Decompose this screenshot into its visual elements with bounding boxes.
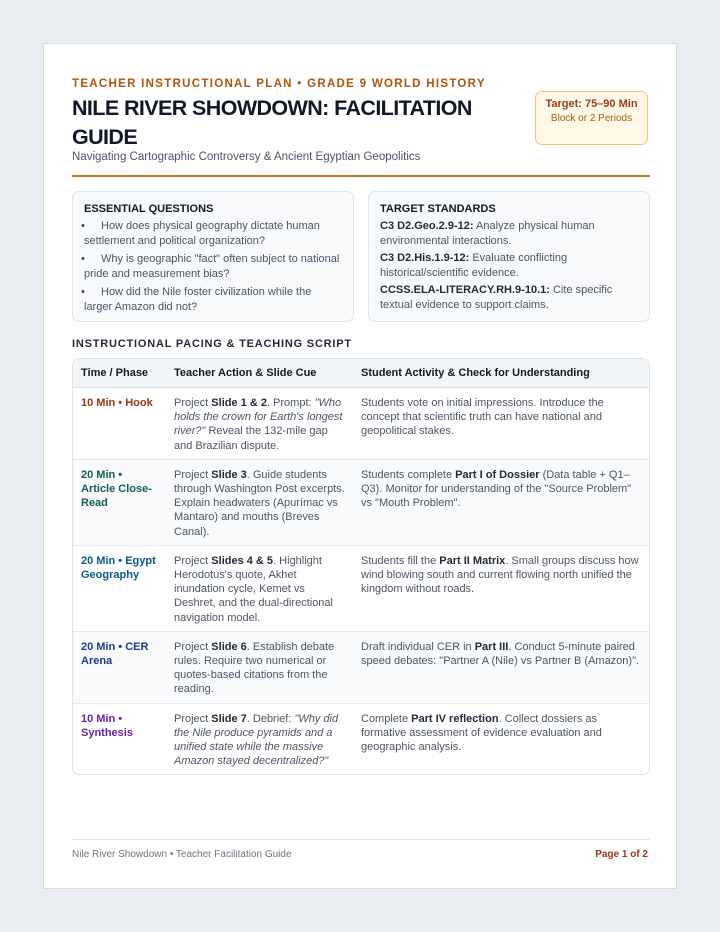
standard-text: Evaluate conflicting historical/scientific evidence. [380,252,568,279]
teacher-action-cell: Project Slide 7. Debrief: "Why did the Nile produce pyramids and a unified state while the massive Amazon stayed decentralized?" [174,712,339,768]
table-row [73,459,649,545]
student-activity-cell: Draft individual CER in Part III. Conduct 5-minute paired speed debates: "Partner A (Nile) vs Partner B (Amazon)". [353,631,649,703]
standard-item [380,219,637,249]
list-item [81,285,341,315]
bullet-icon: • [81,253,85,265]
standard-code: C3 D2.Geo.2.9-12: [380,220,474,232]
list-item [81,252,341,282]
column-header-phase: Time / Phase [73,359,166,388]
footer-page-number: Page 1 of 2 [595,849,648,860]
table-row [73,545,649,631]
list-item [81,219,341,249]
table-row [73,631,649,703]
document-kicker: TEACHER INSTRUCTIONAL PLAN • GRADE 9 WORLD HISTORY [72,78,486,90]
essential-questions-list [81,219,341,315]
table-row [73,703,649,774]
bullet-icon: • [81,286,85,298]
header-divider [72,175,650,177]
target-duration: Target: 75–90 Min [545,98,638,110]
phase-cell: 20 Min • Egypt Geography [73,545,166,631]
phase-cell: 20 Min • CER Arena [73,631,166,703]
column-header-student: Student Activity & Check for Understanding [353,359,649,388]
phase-cell: 20 Min • Article Close-Read [73,459,166,545]
question-text: How did the Nile foster civilization while the larger Amazon did not? [84,286,312,313]
standard-text: Cite specific textual evidence to support claims. [380,284,613,311]
essential-questions-heading: ESSENTIAL QUESTIONS [84,203,214,215]
teacher-action-cell: Project Slide 3. Guide students through Washington Post excerpts. Explain headwaters (Apurímac vs Mantaro) and mouths (Breves Canal). [166,459,353,545]
table-row [73,388,649,460]
phase-cell: 10 Min • Synthesis [81,712,133,739]
target-format: Block or 2 Periods [550,113,633,124]
column-header-teacher: Teacher Action & Slide Cue [166,359,353,388]
student-activity-cell: Students complete Part I of Dossier (Data table + Q1–Q3). Monitor for understanding of the "Source Problem" vs "Mouth Problem". [353,459,649,545]
standard-text: Analyze physical human environmental interactions. [380,220,595,247]
phase-cell: 10 Min • Hook [73,388,166,460]
standard-code: CCSS.ELA-LITERACY.RH.9-10.1: [380,284,550,296]
document-page [43,43,677,889]
document-subtitle: Navigating Cartographic Controversy & Ancient Egyptian Geopolitics [72,151,421,163]
footer-divider [72,839,650,840]
question-text: Why is geographic "fact" often subject to national pride and measurement bias? [84,253,340,280]
teacher-action-cell: Project Slide 1 & 2. Prompt: "Who holds the crown for Earth's longest river?" Reveal the 132-mile gap and Brazilian dispute. [166,388,353,460]
question-text: How does physical geography dictate human settlement and political organization? [84,220,320,247]
target-standards-heading: TARGET STANDARDS [380,203,496,215]
target-standards-box [368,191,650,322]
teacher-action-cell: Project Slide 6. Establish debate rules. Require two numerical or quotes-based citations from the reading. [166,631,353,703]
essential-questions-box [72,191,354,322]
target-duration-badge [535,91,648,145]
pacing-table [72,358,650,775]
teacher-action-cell: Project Slides 4 & 5. Highlight Herodotus's quote, Akhet inundation cycle, Kemet vs Deshret, and the dual-directional navigation model. [166,545,353,631]
footer-document-name: Nile River Showdown • Teacher Facilitation Guide [72,849,292,860]
table-header-row [73,359,649,388]
standard-code: C3 D2.His.1.9-12: [380,252,470,264]
student-activity-cell: Students fill the Part II Matrix. Small groups discuss how wind blowing south and current flowing north unified the kingdom without roads. [353,545,649,631]
standard-item [380,283,637,313]
standard-item [380,251,637,281]
student-activity-cell: Complete Part IV reflection. Collect dossiers as formative assessment of evidence evaluation and geographic analysis. [361,712,602,754]
pacing-section-title: INSTRUCTIONAL PACING & TEACHING SCRIPT [72,338,352,350]
student-activity-cell: Students vote on initial impressions. Introduce the concept that scientific truth can have national and geopolitical stakes. [353,388,649,460]
bullet-icon: • [81,220,85,232]
document-title: NILE RIVER SHOWDOWN: FACILITATION GUIDE [72,96,472,149]
